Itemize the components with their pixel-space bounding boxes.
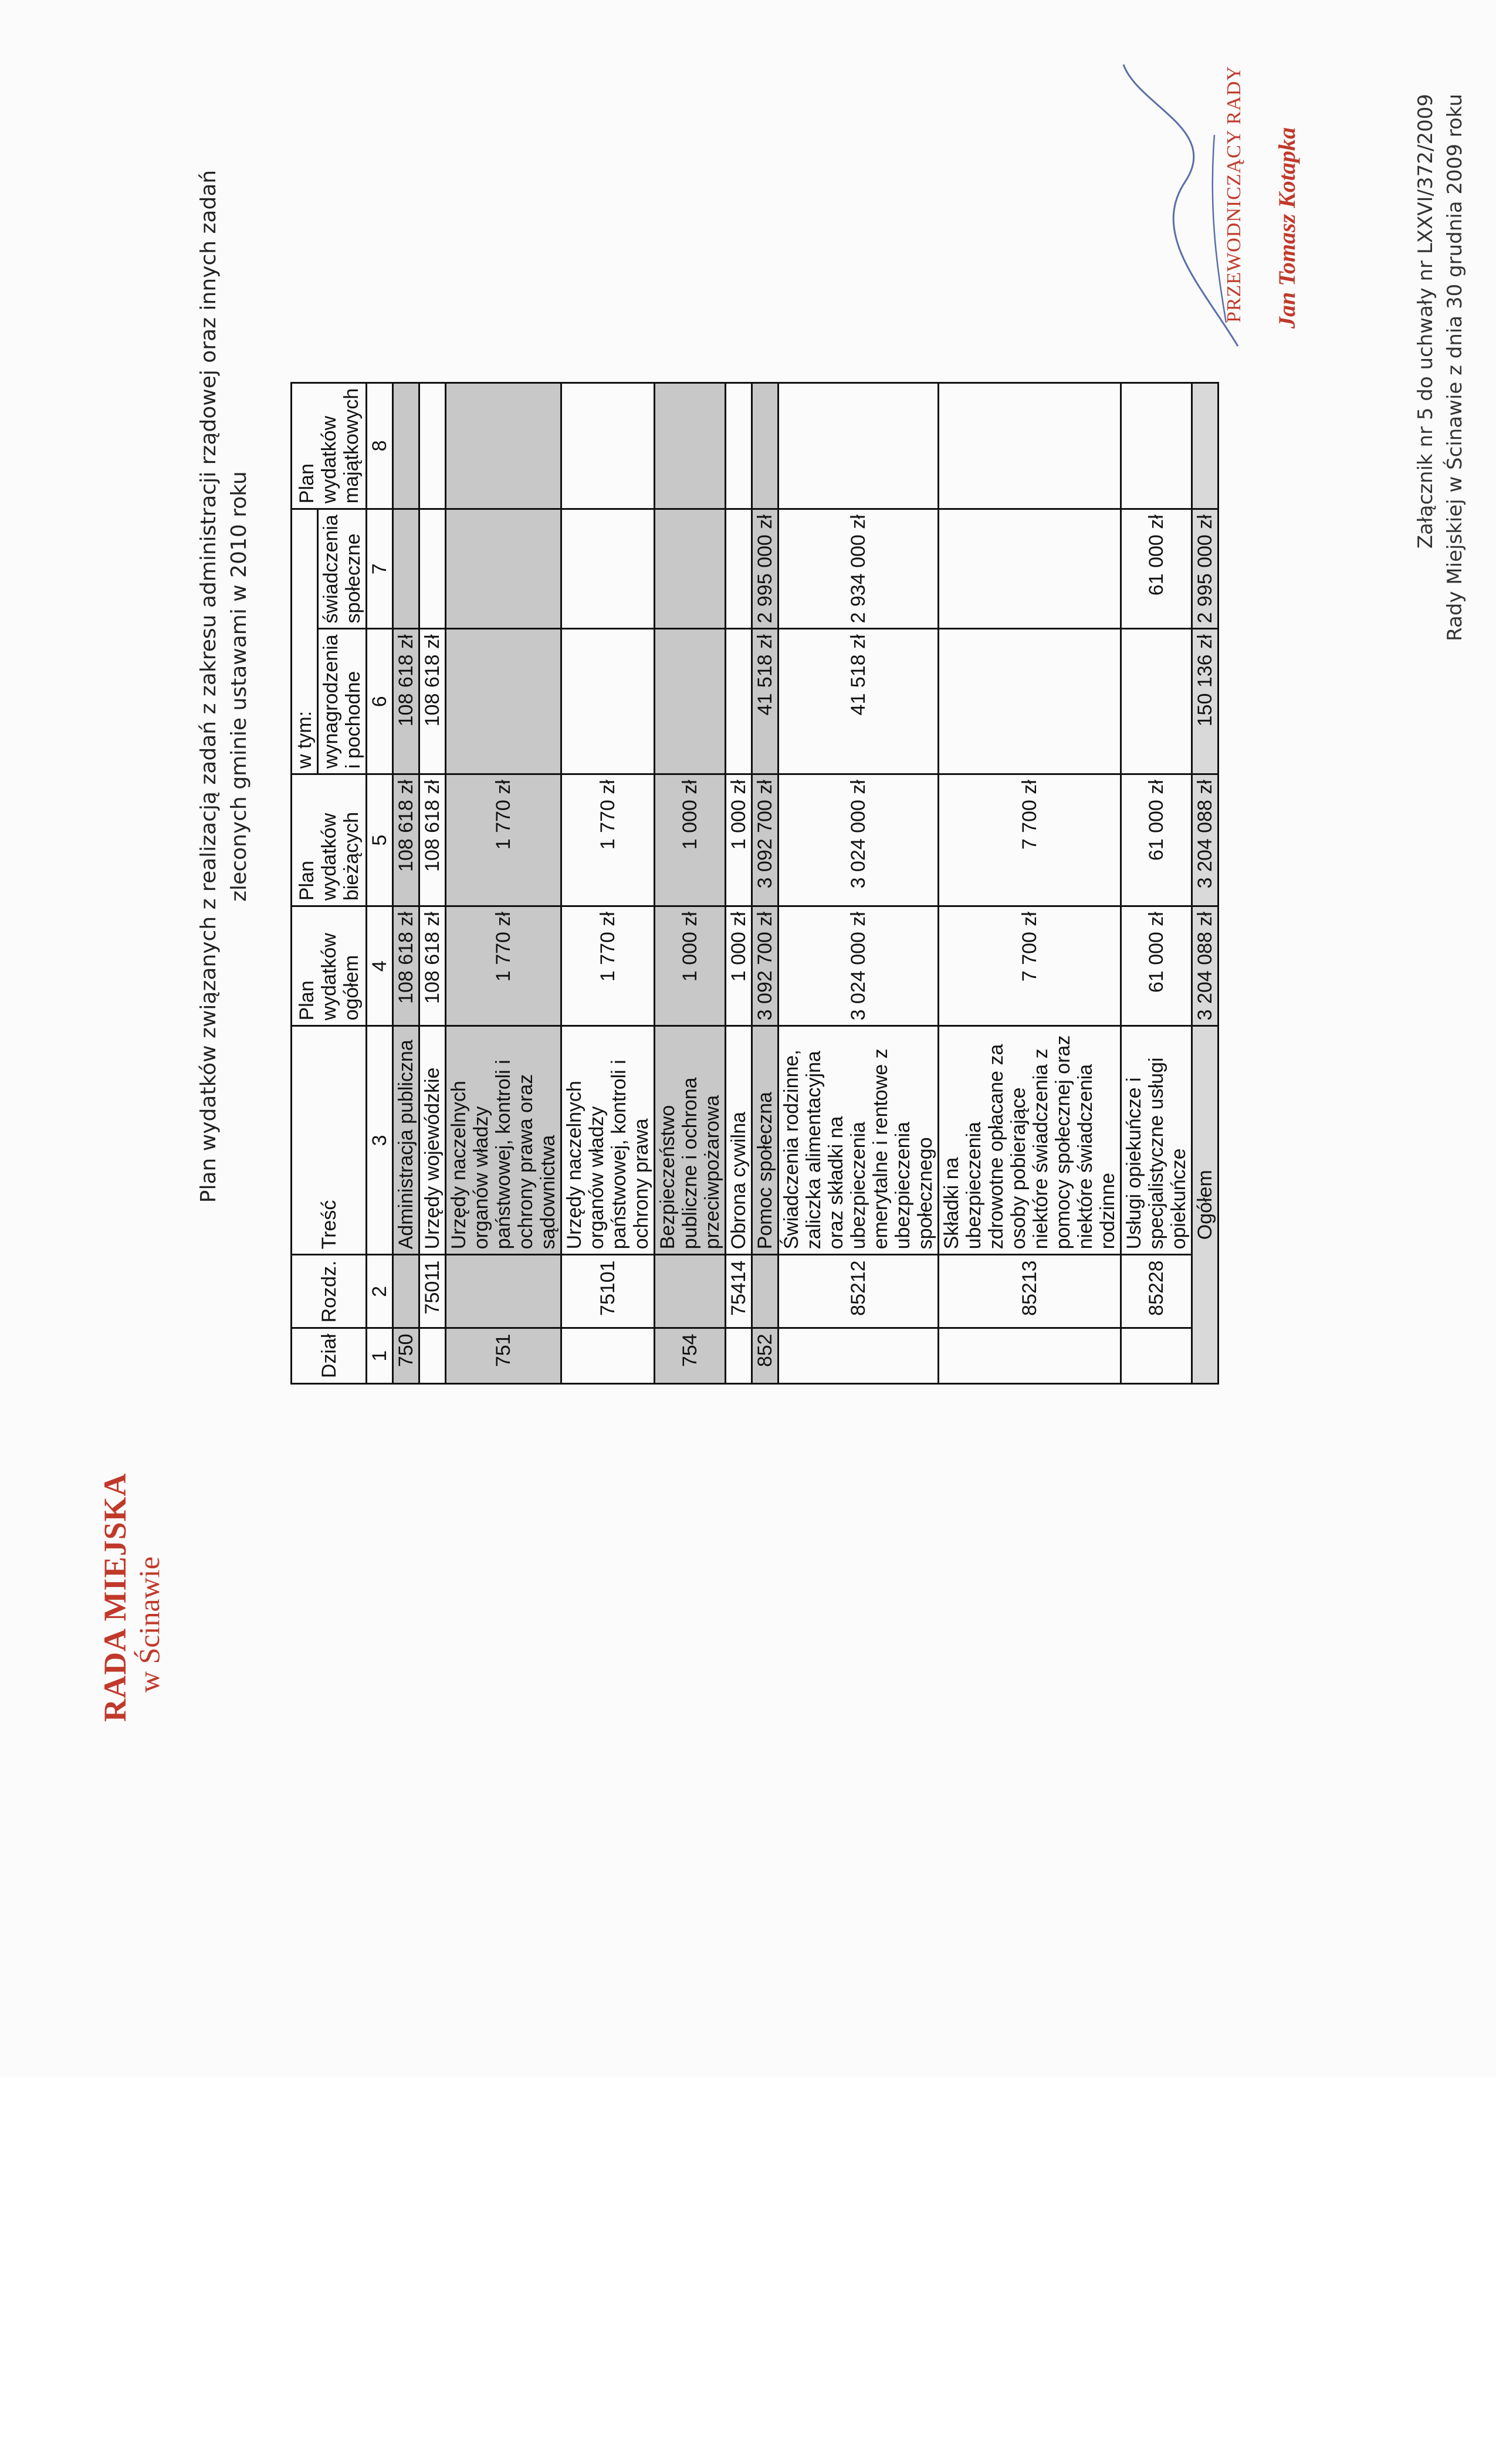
table-row-dzial-754	[655, 383, 726, 1383]
cell-biezace: 3 024 000 zł	[779, 774, 939, 906]
cell-ogolem: 108 618 zł	[419, 906, 446, 1026]
cell-ogolem: 3 024 000 zł	[779, 906, 939, 1026]
table-row-rozdz-85228	[1121, 383, 1192, 1383]
cell-majatkowe	[752, 383, 779, 509]
col-number: 3	[367, 1026, 393, 1255]
cell-ogolem: 1 000 zł	[726, 906, 752, 1026]
council-stamp-line-2: w Ścinawie	[133, 1556, 165, 1693]
cell-dzial	[726, 1328, 752, 1384]
expenditure-table	[290, 382, 1219, 1385]
cell-ogolem: 7 700 zł	[939, 906, 1121, 1026]
cell-tresc: Usługi opiekuńcze i specjalistyczne usługi opiekuńcze	[1121, 1026, 1192, 1255]
header-plan-majatkowych: Plan wydatków majątkowych	[292, 383, 367, 509]
attachment-line-1: Załącznik nr 5 do uchwały nr LXXVI/372/2009	[1414, 94, 1437, 549]
cell-swiadczenia: 61 000 zł	[1121, 509, 1192, 629]
cell-ogolem: 61 000 zł	[1121, 906, 1192, 1026]
cell-rozdz: 85228	[1121, 1255, 1192, 1328]
cell-dzial: 852	[752, 1328, 779, 1384]
cell-dzial: 750	[393, 1328, 419, 1384]
cell-dzial	[939, 1328, 1121, 1384]
cell-rozdz: 75011	[419, 1255, 446, 1328]
cell-rozdz	[655, 1255, 726, 1328]
cell-tresc: Składki na ubezpieczenia zdrowotne opłacane za osoby pobierające niektóre świadczenia z pomocy społecznej oraz niektóre świadczenia rodzinne	[939, 1026, 1121, 1255]
header-swiadczenia: świadczenia społeczne	[318, 509, 367, 629]
cell-wynagrodzenia: 108 618 zł	[393, 629, 419, 774]
table-row-dzial-852	[752, 383, 779, 1383]
header-rozdz: Rozdz.	[292, 1255, 367, 1328]
cell-wynagrodzenia: 108 618 zł	[419, 629, 446, 774]
cell-majatkowe	[726, 383, 752, 509]
cell-biezace: 61 000 zł	[1121, 774, 1192, 906]
cell-tresc: Urzędy naczelnych organów władzy państwowej, kontroli i ochrony prawa oraz sądownictwa	[446, 1026, 561, 1255]
col-number: 4	[367, 906, 393, 1026]
cell-biezace: 7 700 zł	[939, 774, 1121, 906]
document-title-line-1: Plan wydatków związanych z realizacją zadań z zakresu administracji rządowej oraz innych zadań	[197, 170, 221, 1203]
cell-biezace: 3 092 700 zł	[752, 774, 779, 906]
cell-dzial	[1121, 1328, 1192, 1384]
table-row-total	[1192, 383, 1219, 1383]
cell-majatkowe	[419, 383, 446, 509]
cell-biezace: 1 000 zł	[655, 774, 726, 906]
table-row-rozdz-85212	[779, 383, 939, 1383]
col-number: 7	[367, 509, 393, 629]
cell-total-wynagrodzenia: 150 136 zł	[1192, 629, 1219, 774]
table-row-dzial-750	[393, 383, 419, 1383]
cell-majatkowe	[561, 383, 655, 509]
cell-swiadczenia	[726, 509, 752, 629]
col-number: 2	[367, 1255, 393, 1328]
table-row-rozdz-75101	[561, 383, 655, 1383]
header-plan-biezacych: Plan wydatków bieżących	[292, 774, 367, 906]
cell-rozdz: 85213	[939, 1255, 1121, 1328]
cell-wynagrodzenia	[561, 629, 655, 774]
cell-wynagrodzenia	[939, 629, 1121, 774]
cell-tresc: Administracja publiczna	[393, 1026, 419, 1255]
cell-biezace: 108 618 zł	[419, 774, 446, 906]
col-number: 6	[367, 629, 393, 774]
cell-ogolem: 1 000 zł	[655, 906, 726, 1026]
cell-swiadczenia: 2 995 000 zł	[752, 509, 779, 629]
cell-dzial	[419, 1328, 446, 1384]
cell-biezace: 108 618 zł	[393, 774, 419, 906]
cell-dzial: 754	[655, 1328, 726, 1384]
col-number: 1	[367, 1328, 393, 1384]
table-row-rozdz-75414	[726, 383, 752, 1383]
cell-majatkowe	[779, 383, 939, 509]
cell-tresc: Pomoc społeczna	[752, 1026, 779, 1255]
cell-tresc: Urzędy naczelnych organów władzy państwowej, kontroli i ochrony prawa	[561, 1026, 655, 1255]
header-wynagrodzenia: wynagrodzenia i pochodne	[318, 629, 367, 774]
cell-wynagrodzenia	[446, 629, 561, 774]
cell-total-swiadczenia: 2 995 000 zł	[1192, 509, 1219, 629]
cell-swiadczenia	[939, 509, 1121, 629]
cell-biezace: 1 770 zł	[561, 774, 655, 906]
cell-wynagrodzenia	[655, 629, 726, 774]
header-tresc: Treść	[292, 1026, 367, 1255]
cell-swiadczenia	[561, 509, 655, 629]
cell-total-label: Ogółem	[1192, 1026, 1219, 1384]
cell-wynagrodzenia: 41 518 zł	[752, 629, 779, 774]
cell-wynagrodzenia: 41 518 zł	[779, 629, 939, 774]
column-number-row	[367, 383, 393, 1383]
cell-tresc: Obrona cywilna	[726, 1026, 752, 1255]
cell-total-ogolem: 3 204 088 zł	[1192, 906, 1219, 1026]
header-dzial: Dział	[292, 1328, 367, 1384]
cell-rozdz	[446, 1255, 561, 1328]
cell-majatkowe	[655, 383, 726, 509]
cell-biezace: 1 770 zł	[446, 774, 561, 906]
cell-rozdz: 85212	[779, 1255, 939, 1328]
cell-rozdz: 75414	[726, 1255, 752, 1328]
cell-majatkowe	[939, 383, 1121, 509]
cell-swiadczenia: 2 934 000 zł	[779, 509, 939, 629]
col-number: 5	[367, 774, 393, 906]
cell-majatkowe	[1121, 383, 1192, 509]
col-number: 8	[367, 383, 393, 509]
cell-ogolem: 3 092 700 zł	[752, 906, 779, 1026]
cell-swiadczenia	[393, 509, 419, 629]
cell-rozdz	[393, 1255, 419, 1328]
cell-swiadczenia	[446, 509, 561, 629]
cell-dzial	[779, 1328, 939, 1384]
signature-title: PRZEWODNICZĄCY RADY	[1223, 65, 1245, 323]
table-row-rozdz-85213	[939, 383, 1121, 1383]
cell-wynagrodzenia	[726, 629, 752, 774]
cell-swiadczenia	[655, 509, 726, 629]
cell-majatkowe	[393, 383, 419, 509]
cell-biezace: 1 000 zł	[726, 774, 752, 906]
cell-rozdz	[752, 1255, 779, 1328]
table-row-rozdz-75011	[419, 383, 446, 1383]
council-stamp-line-1: RADA MIEJSKA	[97, 1473, 133, 1722]
cell-swiadczenia	[419, 509, 446, 629]
header-row-1	[292, 383, 318, 1383]
attachment-line-2: Rady Miejskiej w Ścinawie z dnia 30 grudnia 2009 roku	[1443, 94, 1467, 641]
cell-tresc: Świadczenia rodzinne, zaliczka alimentacyjna oraz składki na ubezpieczenia emerytalne i rentowe z ubezpieczenia społecznego	[779, 1026, 939, 1255]
header-w-tym: w tym:	[292, 509, 318, 774]
cell-tresc: Bezpieczeństwo publiczne i ochrona przeciwpożarowa	[655, 1026, 726, 1255]
cell-total-biezace: 3 204 088 zł	[1192, 774, 1219, 906]
document-title-line-2: zleconych gminie ustawami w 2010 roku	[227, 471, 251, 902]
cell-dzial	[561, 1328, 655, 1384]
cell-dzial: 751	[446, 1328, 561, 1384]
cell-ogolem: 1 770 zł	[561, 906, 655, 1026]
cell-total-majatkowe	[1192, 383, 1219, 509]
cell-tresc: Urzędy wojewódzkie	[419, 1026, 446, 1255]
header-plan-ogolem: Plan wydatków ogółem	[292, 906, 367, 1026]
cell-wynagrodzenia	[1121, 629, 1192, 774]
handwritten-signature	[1115, 53, 1250, 358]
cell-ogolem: 1 770 zł	[446, 906, 561, 1026]
cell-ogolem: 108 618 zł	[393, 906, 419, 1026]
cell-rozdz: 75101	[561, 1255, 655, 1328]
table-row-dzial-751	[446, 383, 561, 1383]
cell-majatkowe	[446, 383, 561, 509]
signature-name: Jan Tomasz Kotapka	[1274, 127, 1300, 329]
